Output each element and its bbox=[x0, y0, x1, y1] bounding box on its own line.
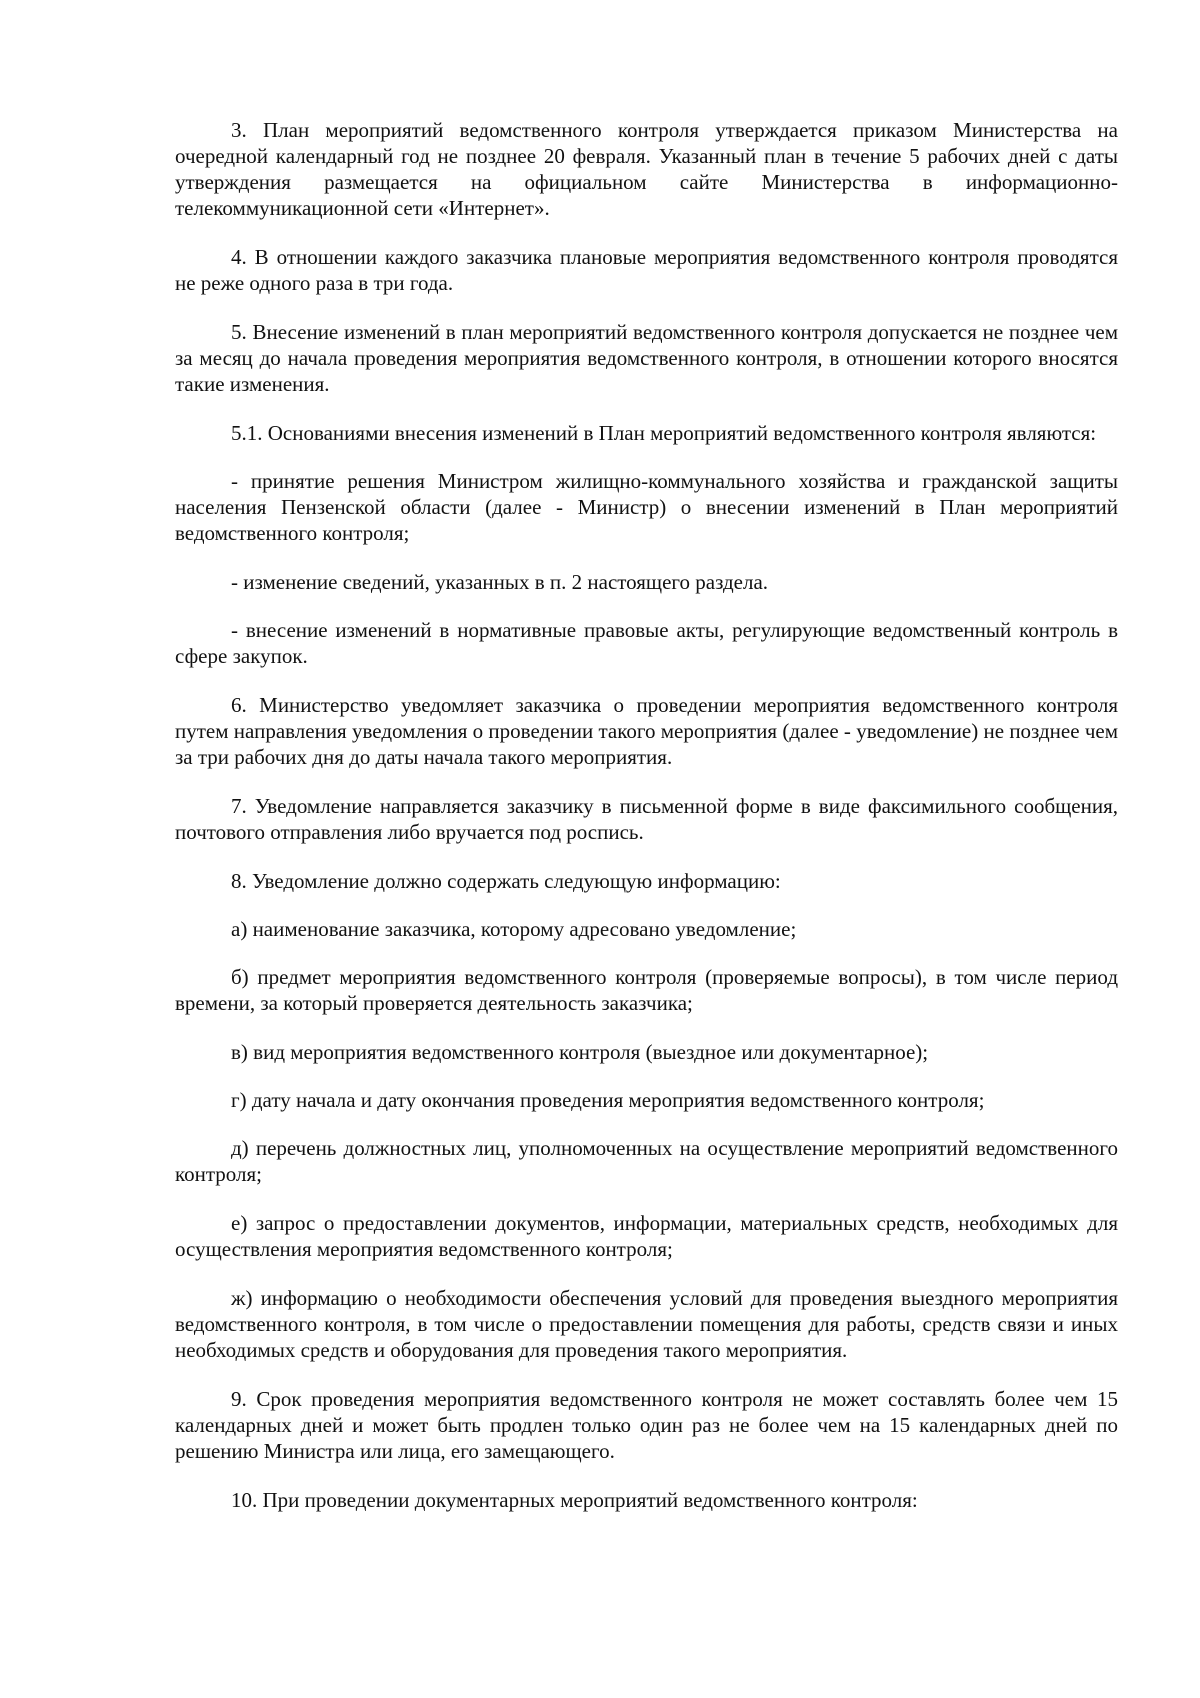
list-item-regulatory-change: - внесение изменений в нормативные правовые акты, регулирующие ведомственный контроль в сфере закупок. bbox=[175, 618, 1118, 668]
list-item-v-control-type: в) вид мероприятия ведомственного контроля (выездное или документарное); bbox=[231, 1040, 929, 1064]
list-item-minister-decision: - принятие решения Министром жилищно-коммунального хозяйства и гражданской защиты населения Пензенской области (далее - Министр) о внесении изменений в План мероприятий ведомственного контроля; bbox=[175, 469, 1118, 545]
paragraph-4-planned-events-frequency: 4. В отношении каждого заказчика плановые мероприятия ведомственного контроля проводятся не реже одного раза в три года. bbox=[175, 245, 1118, 295]
paragraph-3-control-plan-approval: 3. План мероприятий ведомственного контроля утверждается приказом Министерства на очередной календарный год не позднее 20 февраля. Указанный план в течение 5 рабочих дней с даты утверждения размещается на официальном сайте Министерства в информационно-телекоммуникационной сети «Интернет». bbox=[175, 118, 1118, 220]
paragraph-8-notification-contents: 8. Уведомление должно содержать следующую информацию: bbox=[231, 869, 781, 893]
list-item-zh-onsite-conditions: ж) информацию о необходимости обеспечения условий для проведения выездного мероприятия ведомственного контроля, в том числе о предоставлении помещения для работы, средств связи и иных необходимых средств и оборудования для проведения такого мероприятия. bbox=[175, 1286, 1118, 1362]
list-item-d-authorized-officials: д) перечень должностных лиц, уполномоченных на осуществление мероприятий ведомственного контроля; bbox=[175, 1136, 1118, 1186]
list-item-e-document-request: е) запрос о предоставлении документов, информации, материальных средств, необходимых для осуществления мероприятия ведомственного контроля; bbox=[175, 1211, 1118, 1261]
list-item-a-customer-name: а) наименование заказчика, которому адресовано уведомление; bbox=[231, 917, 797, 941]
list-item-b-control-subject: б) предмет мероприятия ведомственного контроля (проверяемые вопросы), в том числе период времени, за который проверяется деятельность заказчика; bbox=[175, 965, 1118, 1015]
list-item-information-change: - изменение сведений, указанных в п. 2 настоящего раздела. bbox=[231, 570, 769, 594]
paragraph-6-customer-notification: 6. Министерство уведомляет заказчика о проведении мероприятия ведомственного контроля путем направления уведомления о проведении такого мероприятия (далее - уведомление) не позднее чем за три рабочих дня до даты начала такого мероприятия. bbox=[175, 693, 1118, 769]
paragraph-9-control-duration: 9. Срок проведения мероприятия ведомственного контроля не может составлять более чем 15 календарных дней и может быть продлен только один раз не более чем на 15 календарных дней по решению Министра или лица, его замещающего. bbox=[175, 1387, 1118, 1463]
paragraph-5-1-grounds-for-changes: 5.1. Основаниями внесения изменений в План мероприятий ведомственного контроля являются: bbox=[231, 421, 1097, 445]
paragraph-7-notification-delivery: 7. Уведомление направляется заказчику в письменной форме в виде факсимильного сообщения, почтового отправления либо вручается под роспись. bbox=[175, 794, 1118, 844]
paragraph-5-plan-changes-deadline: 5. Внесение изменений в план мероприятий ведомственного контроля допускается не позднее чем за месяц до начала проведения мероприятия ведомственного контроля, в отношении которого вносятся такие изменения. bbox=[175, 320, 1118, 396]
paragraph-10-documentary-control: 10. При проведении документарных мероприятий ведомственного контроля: bbox=[231, 1488, 918, 1512]
list-item-g-start-end-dates: г) дату начала и дату окончания проведения мероприятия ведомственного контроля; bbox=[231, 1088, 985, 1112]
